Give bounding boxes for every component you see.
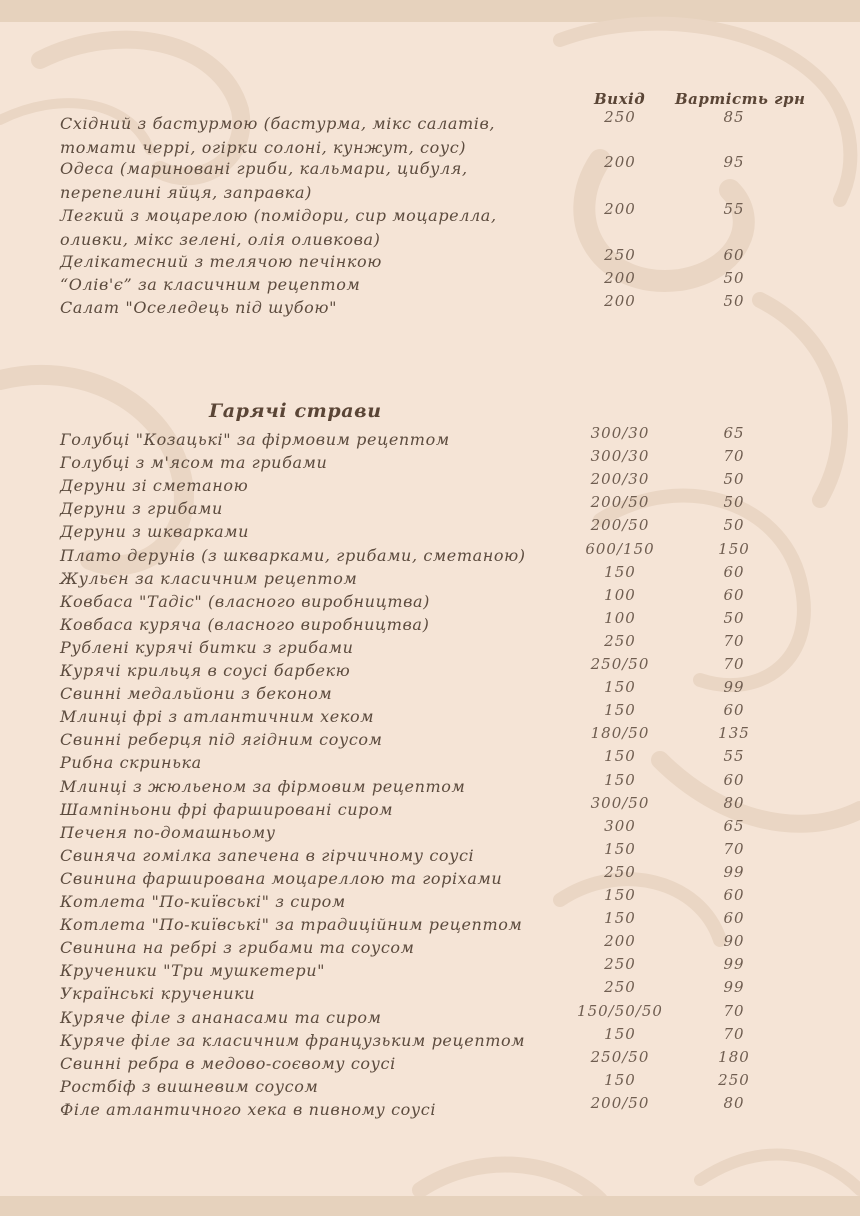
menu-item-output: 250	[604, 978, 636, 997]
menu-item-output: 150	[604, 839, 636, 858]
menu-item-name: Млинці з жюльеном за фірмовим рецептом	[60, 776, 466, 796]
menu-item-price: 90	[723, 932, 745, 951]
menu-item-name: Голубці "Козацькі" за фірмовим рецептом	[60, 430, 450, 449]
menu-item-price: 50	[723, 292, 745, 310]
menu-item-name: Ковбаса куряча (власного виробництва)	[60, 614, 430, 634]
menu-item-price: 65	[723, 424, 745, 442]
menu-item-name: Українські крученики	[60, 984, 256, 1004]
menu-item-name: Делікатесний з телячою печінкою	[60, 252, 382, 271]
menu-item-output: 250/50	[590, 1047, 650, 1066]
menu-item-price: 70	[723, 1001, 745, 1020]
menu-item-name: Ростбіф з вишневим соусом	[60, 1076, 319, 1096]
menu-item-output: 300	[604, 816, 636, 835]
menu-item-output: 300/30	[590, 447, 650, 466]
menu-item-name: Рибна скринька	[60, 753, 202, 773]
menu-item-price: 80	[723, 793, 745, 812]
menu-item-name: томати черрі, огірки солоні, кунжут, соус)	[60, 138, 467, 157]
menu-item-price: 60	[723, 585, 745, 604]
menu-item-name: Деруни зі сметаною	[60, 476, 249, 496]
menu-item-price: 60	[723, 701, 745, 720]
menu-item-name: Рублені курячі битки з грибами	[60, 637, 354, 657]
menu-item-output: 250	[604, 108, 636, 126]
menu-item-output: 150	[604, 678, 636, 697]
menu-item-output: 200	[604, 153, 636, 171]
menu-item-output: 180/50	[590, 724, 650, 743]
menu-item-price: 50	[723, 470, 745, 489]
menu-item-output: 200	[604, 269, 636, 287]
menu-item-output: 200/30	[590, 470, 650, 489]
menu-item-output: 600/150	[585, 539, 655, 558]
menu-item-name: Шампіньони фрі фаршировані сиром	[60, 799, 394, 819]
menu-item-name: Східний з бастурмою (бастурма, мікс салатів,	[60, 114, 496, 133]
menu-item-output: 250	[604, 631, 636, 650]
menu-item-name: Крученики "Три мушкетери"	[60, 961, 326, 981]
menu-item-output: 150	[604, 701, 636, 720]
menu-item-price: 60	[723, 246, 745, 264]
menu-item-output: 300/30	[590, 424, 650, 442]
section-title-hot-dishes: Гарячі страви	[209, 400, 382, 422]
menu-item-name: “Олів'є” за класичним рецептом	[60, 275, 361, 294]
menu-item-name: Печеня по-домашньому	[60, 822, 276, 842]
menu-item-name: Свинина на ребрі з грибами та соусом	[60, 938, 415, 958]
menu-item-name: перепелині яйця, заправка)	[60, 183, 312, 202]
menu-item-price: 50	[723, 608, 745, 627]
menu-item-output: 200	[604, 932, 636, 951]
column-header-output: Вихід	[594, 90, 646, 108]
menu-item-name: Млинці фрі з атлантичним хеком	[60, 707, 375, 727]
menu-item-price: 70	[723, 447, 745, 466]
menu-item-name: Котлета "По-київські" з сиром	[60, 892, 346, 911]
menu-item-price: 99	[723, 955, 745, 974]
menu-item-output: 300/50	[590, 793, 650, 812]
menu-item-name: Легкий з моцарелою (помідори, сир моцарелла,	[60, 206, 497, 225]
menu-item-output: 200	[604, 292, 636, 310]
menu-item-output: 200/50	[590, 493, 650, 512]
menu-item-price: 60	[723, 562, 745, 581]
menu-item-name: Курячі крильця в соусі барбекю	[60, 661, 351, 680]
menu-item-output: 150	[604, 747, 636, 766]
menu-item-price: 99	[723, 862, 745, 881]
menu-item-output: 250	[604, 246, 636, 264]
menu-item-price: 70	[723, 1024, 745, 1043]
menu-item-output: 150	[604, 1024, 636, 1043]
menu-item-name: Свинні ребра в медово-соєвому соусі	[60, 1053, 396, 1073]
menu-item-price: 60	[723, 909, 745, 928]
menu-item-price: 85	[723, 108, 745, 126]
menu-item-name: Філе атлантичного хека в пивному соусі	[60, 1099, 437, 1119]
menu-item-name: Котлета "По-київські" за традиційним рецептом	[60, 915, 523, 935]
menu-item-price: 95	[723, 153, 745, 171]
menu-item-price: 150	[718, 539, 750, 558]
menu-item-name: Салат "Оселедець під шубою"	[60, 298, 338, 317]
menu-item-price: 70	[723, 839, 745, 858]
menu-item-name: Жульєн за класичним рецептом	[60, 568, 358, 588]
menu-item-price: 180	[718, 1047, 750, 1066]
bottom-border-band	[0, 1196, 860, 1216]
menu-item-output: 100	[604, 585, 636, 604]
menu-item-output: 250/50	[590, 655, 650, 673]
menu-item-name: Одеса (мариновані гриби, кальмари, цибуля,	[60, 159, 468, 178]
menu-item-name: Свинина фарширована моцареллою та горіхами	[60, 868, 503, 888]
menu-item-price: 50	[723, 493, 745, 512]
menu-item-name: оливки, мікс зелені, олія оливкова)	[60, 230, 381, 249]
menu-item-output: 250	[604, 862, 636, 881]
menu-item-price: 99	[723, 678, 745, 697]
menu-item-output: 150	[604, 770, 636, 789]
menu-item-price: 80	[723, 1093, 745, 1112]
menu-item-price: 135	[718, 724, 750, 743]
menu-item-output: 150	[604, 886, 636, 904]
menu-item-name: Свиняча гомілка запечена в гірчичному соусі	[60, 845, 475, 865]
menu-item-name: Деруни з грибами	[60, 499, 223, 519]
menu-item-output: 200	[604, 200, 636, 218]
menu-item-output: 200/50	[590, 516, 650, 535]
menu-item-name: Плато дерунів (з шкварками, грибами, сметаною)	[60, 545, 526, 565]
menu-item-price: 55	[723, 200, 745, 218]
menu-item-output: 200/50	[590, 1093, 650, 1112]
menu-item-output: 150/50/50	[577, 1001, 663, 1020]
menu-item-name: Куряче філе за класичним французьким рецептом	[60, 1030, 526, 1050]
menu-item-name: Куряче філе з ананасами та сиром	[60, 1007, 382, 1027]
menu-item-price: 55	[723, 747, 745, 766]
menu-item-name: Свинні реберця під ягідним соусом	[60, 730, 383, 750]
menu-item-price: 50	[723, 516, 745, 535]
menu-item-output: 250	[604, 955, 636, 974]
menu-item-name: Свинні медальйони з беконом	[60, 684, 333, 704]
menu-item-output: 150	[604, 1070, 636, 1089]
menu-item-price: 60	[723, 770, 745, 789]
menu-item-output: 150	[604, 562, 636, 581]
column-header-price: Вартість грн	[675, 90, 806, 108]
top-border-band	[0, 0, 860, 22]
menu-item-price: 65	[723, 816, 745, 835]
menu-item-price: 70	[723, 631, 745, 650]
menu-item-price: 50	[723, 269, 745, 287]
menu-item-name: Ковбаса "Тадіс" (власного виробництва)	[60, 591, 431, 611]
menu-item-price: 70	[723, 655, 745, 673]
menu-item-name: Голубці з м'ясом та грибами	[60, 453, 328, 473]
menu-item-name: Деруни з шкварками	[60, 522, 250, 542]
menu-item-output: 150	[604, 909, 636, 928]
menu-item-price: 60	[723, 886, 745, 904]
menu-item-price: 250	[718, 1070, 750, 1089]
menu-item-price: 99	[723, 978, 745, 997]
menu-item-output: 100	[604, 608, 636, 627]
